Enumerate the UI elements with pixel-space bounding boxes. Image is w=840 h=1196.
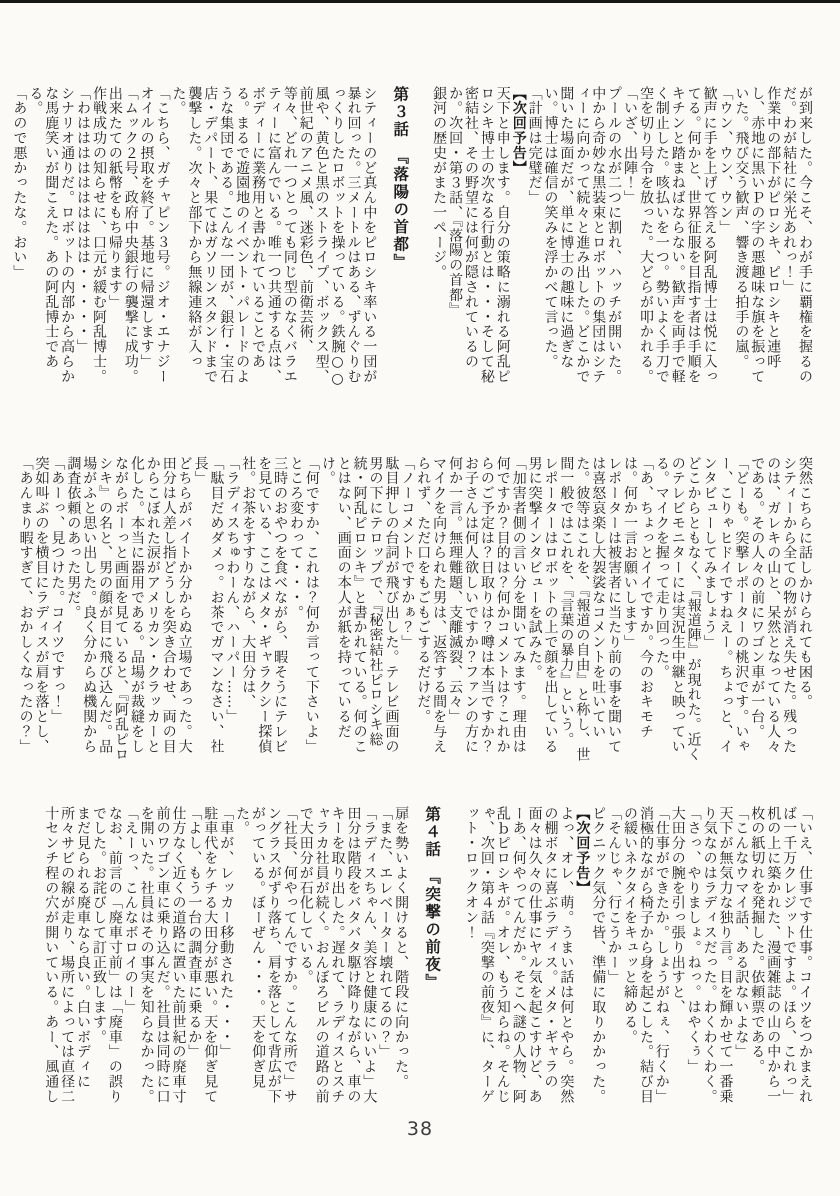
paragraph: シティーのど真ん中をピロシキ率いる一団が暴れ回った。三メートルはある、ずんぐりむっくりしたロボットを操っている。鉄腕○○風や、黄色と黒のストライプ、ボックス型、前世紀のアニメ風、迷彩色、前衛芸術、等々、どれ一つとっても同じ型のなくバラエティーに富んでいる。唯一つ共通する点は、ボディーに業務用と書かれていることである。まるで遊園地のイベント・パレードのような集団である。こんな一団が、銀行・宝石店・デパート、果てはガソリンスタンドまで襲撃した。次々と部下から無線連絡が入った。 — [170, 86, 378, 388]
paragraph: 天下と申します。自分の策略に溺れる阿乱ピロシキ博士の次なる行動とは・・・そして秘密結社、その野望には何が隠されているのか。次回・第３話、『落陽の首都』 — [447, 86, 511, 384]
paragraph: 「そんじゃ、行こうかー」 — [606, 806, 623, 985]
chapter-heading: 第４話 『突撃の前夜』 — [423, 806, 443, 991]
paragraph: シナリオ通りだ。ロボットの内部から高らかな馬鹿笑いが聞こえた。あの阿乱博士である。 — [27, 86, 76, 384]
scan-edge-top — [0, 0, 840, 3]
paragraph: 「ラディスちゅわーん、ハーパー……」 — [224, 456, 241, 725]
paragraph: 「どーも。突撃レポーターの桃沢です。いゃー、こりゃヒドイですねえー。ちょっと、インタビューしてみましょう」 — [701, 456, 750, 754]
story-block-chapter2-end-chapter3-start — [11, 86, 813, 398]
paragraph: 「車が、レッカー移動された・・・」 — [218, 806, 235, 1060]
paragraph: 「よし、もう一台の調査車に乗るか」 — [186, 806, 203, 1060]
paragraph: レポーターはロボットの上で顔を出している男に突撃インタビューを試みた。 — [526, 456, 559, 754]
paragraph: 「あんまり暇すぎて、おかしくなったの？」 — [17, 456, 34, 754]
paragraph: レポーターは被害者に当たり前の事を聞いては喜怒哀楽し大袈裟なコメントを吐いていた。彼等はこれを、『報道の自由』と称し、世間一般ではこれを、『言葉の暴力』という。 — [558, 456, 623, 762]
paragraph: 仕方なく近くの道路に置いた前世紀の廃車寸前のワゴン車に乗り込んだ。社員は同時に口を開いた。社員はその事実を知らなかった。 — [138, 806, 187, 1104]
paragraph: 「計画は完璧だ」 — [526, 86, 543, 206]
paragraph: 「こちら、ガチャピン３号。ジオ・エナジーオイルの摂取を終了。基地に帰還します」 — [138, 86, 171, 384]
paragraph: よっ、オレ、萌。うまい話は何とやら。突然の棚ボタに喜ぶラディス。メタ・ギャラの面々は久々の仕事にヤル気を起こすけど、あーあ、何やってんだか。そこへ謎の人物、阿乱ｂピロシキが。オレ、もう知らね。そんじゃ、次回・第４話『突撃の前夜』に、ターゲット・ロックオン！ — [462, 806, 575, 1104]
paragraph: 「仕事ができたか。しょうがねぇ、行くか」 — [653, 806, 670, 1104]
paragraph: 「ラディスちゃん、美容と健康にいいよ」大田分は階段をバタバタ駆け降りながら、車のキーを取り出した。遅れて、ラディスとスチャラカ社員が続く。おんぼろビルの道路の前で大田分が石化している。 — [297, 806, 378, 1104]
paragraph: 「いざ、出陣！」 — [622, 86, 639, 206]
paragraph: 「わはははははははははは・・・・・」 — [75, 86, 92, 355]
page-number: 38 — [406, 1118, 434, 1140]
next-episode-label: 【次回予告】 — [510, 86, 527, 176]
paragraph: 作業中の部下がピロシキ、ピロシキと連呼し、赤地に黒いＰの字の悪趣味な旗を振っていた。飛び交う歓声、響き渡る拍手の嵐。 — [733, 86, 782, 384]
paragraph: 突然こちらに話しかけられても困る。 — [797, 456, 813, 710]
paragraph: プールの水が二つに割れ、ハッチが開いた。中から奇妙な黒装束とロボットの集団はシティーに向かって続々と進み出した。どこかで聞いた場面だが、単に博士の趣味に過ぎない。博士は確信の笑みを浮かべて言った。 — [542, 86, 623, 384]
paragraph: 机の上に築かれた、漫画雑誌の山の中から一枚の紙切れを発掘した。依頼票である。 — [749, 806, 782, 1104]
paragraph: 「また、エレベーター壊れてるの？」 — [377, 806, 394, 1060]
paragraph: 扉を勢いよく開けると、階段に向かった。 — [393, 806, 410, 1090]
chapter-heading: 第３話 『落陽の首都』 — [391, 86, 411, 271]
paragraph: 駐車代をケチる大田分が悪い。天を仰ぎ見て — [202, 806, 219, 1104]
paragraph: 天下が無気力な独り言。目を輝かせて一番乗り気なのはラディスだった。わくわくわく。 — [701, 806, 734, 1104]
paragraph: 作戦成功の知らせに、口元が緩む阿乱博士。 — [90, 86, 107, 384]
paragraph: 駄目押しの台詞が飛び出した。テレビ画面の男の下にテロップで、『秘密結社ピロシキ総統・阿乱ピロシキ』と書かれている。何のことはない、画面の本人が紙を持っているだけ。 — [319, 456, 400, 754]
paragraph: ところ変わって・・・。 — [288, 456, 304, 620]
paragraph: 「ムック２号、政府中央銀行の襲撃に成功。出来たての紙幣をもち帰ります」 — [106, 86, 139, 384]
paragraph: どこからともなく、『報道陣』が現れた。近くのテレビモニターには実況生中継と映っている。マイクを握って走り回った。 — [653, 456, 702, 762]
paragraph: 大田分の腕を引っ張り出すと、 — [669, 806, 686, 1015]
paragraph: どちらがバイトか分からぬ立場であった。大田分は人差し指どうしを突き合わせ、両の目からこぼれた涙がアメリカン・クラッカーと化した。本当に器用である。品場が裁縫をしながらボーっと画面を見ていると、『阿乱ピロシキ』の名と、男の顔が目に飛び込んだ。品場がふと思い出した。良く分からぬ機関から調査依頼のあった男だ。 — [65, 456, 193, 762]
next-episode-label: 【次回予告】 — [574, 806, 591, 896]
paragraph: 「あーっ、見つけた。コイツですっ！」 — [49, 456, 66, 725]
paragraph: 「いえ、仕事です仕事。コイツをつかまえれば一千万クレジットですよ。ほら、これっ」 — [781, 806, 813, 1104]
paragraph: 「あ、ちょっとイイですか。今のおキモチは。何か一言お願いします」 — [622, 456, 654, 740]
paragraph: 「えーっ、こんなボロイのー」 — [122, 806, 139, 1015]
paragraph: 「社長、何やってんですか。こんな所で」サングラスがずり落ち、肩を落として背広が下がっている。ぼーぜん・・・。天を仰ぎ見た。 — [234, 806, 298, 1104]
story-block-chapter3-end-chapter4-start — [42, 806, 812, 1118]
paragraph: シティーから全ての物が消え失せた。残ったのは、ガレキの山と、呆然となっている人々である。その人々の前にワゴン車が一台。 — [749, 456, 798, 754]
paragraph: 「何ですか、これは？何か言って下さいよ」 — [303, 456, 320, 754]
paragraph: 「加害者側の言い分を聞いてみます。理由は何ですか？目的は？何かコメントは？これからのご予定は？日取りは？噂は本当ですか？お子さんは何人欲しいですか？ファンの方に何か一言。無理難題、支離滅裂、云々」 — [447, 456, 527, 754]
paragraph: 「こんなウマイ話、ある訳ないよな」 — [733, 806, 750, 1060]
paragraph: 三時のおやつを食べながら、暇そうにテレビを見ている、ここはメタ・ギャラクシー探偵社。お茶をすすりながら、大田分は、 — [240, 456, 289, 754]
paragraph: なお、前言の「廃車寸前」は「廃車」の誤りでした。お詫びして訂正致します。 — [90, 806, 123, 1104]
paragraph: 「ウン、ウン、ウン」 — [717, 86, 734, 235]
paragraph: 歓声に手を上げて答える阿乱博士は悦に入ってる。何かと、世界征服を目指す者は手順をキチンと踏まねばならない。歓声を両手で軽く制止した。咳払いを一つ。勢いよく手刀で空を切り号令を放った。大どらが叩かれる。 — [637, 86, 718, 384]
paragraph: 「ノーコメントですかぁ？」 — [399, 456, 416, 650]
paragraph: 「さっ、やりましょ。ねっ。はやくぅ」 — [685, 806, 702, 1075]
paragraph: マイクを向けられた男は、返答する間を与えられず、ただ口をもごもごするだけだ。 — [415, 456, 448, 754]
paragraph: 「あので悪かったな。おい」 — [11, 86, 28, 280]
paragraph: 銀河の歴史がまた一ページ。 — [431, 86, 448, 280]
paragraph: が到来した。今こそ、わが手に覇権を握るのだ。わが結社に栄光あれっ！」 — [781, 86, 813, 384]
paragraph: ピクニック気分で皆、準備に取りかかった。 — [590, 806, 607, 1104]
story-block-chapter3-middle — [17, 456, 812, 768]
paragraph: 突如叫ぶのを横目にラディスが肩を落とし、 — [33, 456, 50, 754]
paragraph: 「駄目だめダメっ。お茶でガマンなさい、社長」 — [192, 456, 225, 754]
paragraph: 消極的ながら椅子から身を起こした。結び目の緩いネクタイをキュッと締める。 — [622, 806, 654, 1104]
paragraph: まだ見られる廃車なら良い。白いボディに所々サビの線が走り、場所によっては直径二十センチ程の穴が開いている。あー、風通し — [43, 806, 92, 1104]
